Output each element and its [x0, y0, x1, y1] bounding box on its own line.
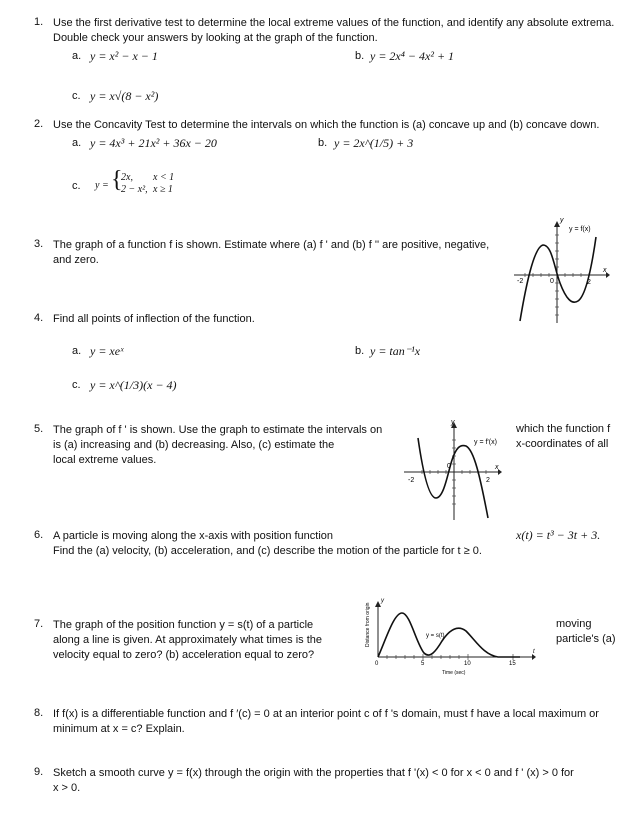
curve-label: y = s(t) [426, 633, 445, 639]
y-axis-title: Distance from origin [365, 602, 371, 647]
problem-text-line: Find all points of inflection of the function. [53, 313, 255, 325]
tick-label: 0 [447, 463, 451, 470]
math-expression: y = 2x^(1/5) + 3 [334, 136, 414, 150]
problem-text-line: If f(x) is a differentiable function and f ′(c) = 0 at an interior point c of f 's domain, must f have a local maximum or [53, 708, 599, 720]
problem-number: 7. [34, 618, 44, 630]
problem-text-line: The graph of f ' is shown. Use the graph to estimate the intervals on [53, 424, 383, 436]
problem-text-line: x > 0. [53, 782, 81, 794]
x-label: x [603, 267, 607, 274]
math-expression: y = x² − x − 1 [90, 49, 158, 63]
problem-number: 8. [34, 707, 44, 719]
tick-label: -2 [517, 278, 524, 285]
math-expression: y = 2x⁴ − 4x² + 1 [370, 49, 455, 63]
problem-text-line: local extreme values. [53, 454, 157, 466]
piecewise-cond: x < 1 [153, 172, 175, 183]
curve-f [520, 237, 596, 321]
x-axis-title: Time (sec) [442, 670, 466, 676]
tick-label: 15 [509, 661, 516, 667]
problem-text-line: is (a) increasing and (b) decreasing. Also, (c) estimate the [53, 439, 335, 451]
piecewise-y: y = [95, 180, 109, 191]
x-axis-arrow [498, 469, 502, 475]
y-label: y [381, 598, 384, 604]
graph-position [360, 595, 540, 677]
part-label: c. [72, 90, 81, 102]
tick-label: 0 [550, 278, 554, 285]
part-label: a. [72, 345, 82, 357]
problem-text-line: along a line is given. At approximately what times is the [53, 634, 323, 646]
problem-text-line: which the function f [516, 423, 611, 435]
math-expression: y = xeˣ [90, 344, 124, 358]
problem-number: 2. [34, 118, 44, 130]
y-label: y [451, 419, 455, 426]
tick-label: 2 [587, 279, 591, 286]
problem-text-line: The graph of a function f is shown. Estimate where (a) f ' and (b) f '' are positive, negative, [53, 239, 490, 251]
problem-number: 4. [34, 312, 44, 324]
problem-text-line: moving [556, 618, 592, 630]
part-label: a. [72, 50, 82, 62]
problem-number: 5. [34, 423, 44, 435]
problem-text-line: The graph of the position function y = s(t) of a particle [53, 619, 314, 631]
problem-text-line: Sketch a smooth curve y = f(x) through the origin with the properties that f '(x) < 0 for x < 0 and f ' (x) > 0 for [53, 767, 574, 779]
graph-f-prime [400, 416, 504, 524]
piecewise-expr: 2 − x², [121, 184, 148, 195]
math-expression: y = x√(8 − x²) [90, 89, 159, 103]
y-label: y [560, 217, 564, 224]
problem-text-line: A particle is moving along the x-axis with position function [53, 530, 334, 542]
problem-text-line: minimum at x = c? Explain. [53, 723, 185, 735]
problem-text-line: Use the first derivative test to determine the local extreme values of the function, and identify any absolute extrema. [53, 17, 615, 29]
math-expression: y = tan⁻¹x [370, 344, 421, 358]
problem-number: 6. [34, 529, 44, 541]
tick-label: -2 [408, 477, 415, 484]
piecewise-brace: { [111, 167, 123, 193]
problem-text-line: and zero. [53, 254, 99, 266]
problem-text-line: Find the (a) velocity, (b) acceleration, and (c) describe the motion of the particle for t ≥ 0. [53, 545, 482, 557]
piecewise-cond: x ≥ 1 [153, 184, 173, 195]
curve-label: y = f(x) [569, 226, 591, 233]
problem-text-line: Use the Concavity Test to determine the intervals on which the function is (a) concave up and (b) concave down. [53, 119, 600, 131]
tick-label: 0 [375, 661, 379, 667]
curve-s [378, 613, 520, 657]
tick-label: 10 [464, 661, 471, 667]
problem-text-line: particle's (a) [556, 633, 616, 645]
graph-f [510, 215, 610, 327]
x-axis-arrow [606, 272, 610, 278]
part-label: b. [318, 137, 328, 149]
x-label: t [533, 649, 535, 655]
problem-text-line: x-coordinates of all [516, 438, 609, 450]
math-expression: y = x^(1/3)(x − 4) [90, 378, 177, 392]
problem-text-line: Double check your answers by looking at the graph of the function. [53, 32, 378, 44]
problem-text-line: velocity equal to zero? (b) acceleration equal to zero? [53, 649, 315, 661]
tick-label: 5 [421, 661, 425, 667]
math-expression: y = 4x³ + 21x² + 36x − 20 [90, 136, 217, 150]
problem-number: 1. [34, 16, 44, 28]
math-expression: x(t) = t³ − 3t + 3. [516, 528, 601, 542]
curve-label: y = f'(x) [474, 439, 497, 446]
problem-number: 3. [34, 238, 44, 250]
part-label: b. [355, 345, 365, 357]
curve-f-prime [418, 438, 488, 518]
problem-number: 9. [34, 766, 44, 778]
part-label: a. [72, 137, 82, 149]
part-label: c. [72, 180, 81, 192]
part-label: b. [355, 50, 365, 62]
x-label: x [495, 464, 499, 471]
part-label: c. [72, 379, 81, 391]
tick-label: 2 [486, 477, 490, 484]
piecewise-expr: 2x, [121, 172, 133, 183]
